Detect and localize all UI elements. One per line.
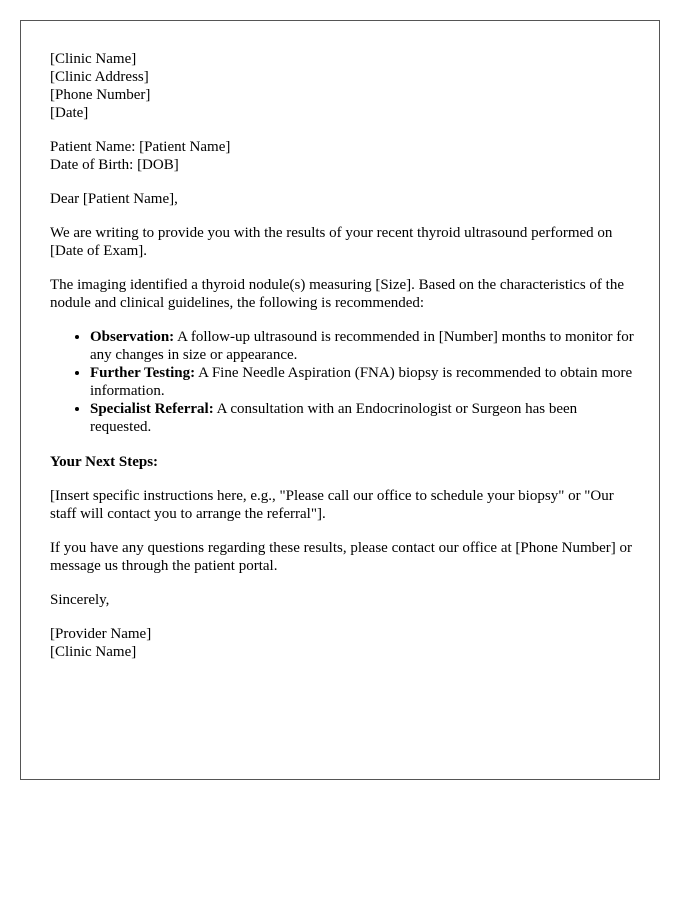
recommendation-label: Specialist Referral: bbox=[90, 401, 214, 417]
contact-paragraph: If you have any questions regarding these results, please contact our office at [Phone Number] or message us through the patient portal. bbox=[50, 540, 633, 574]
recommendation-text: A consultation with an Endocrinologist or Surgeon has been requested. bbox=[90, 401, 578, 435]
clinic-name: [Clinic Name] bbox=[50, 51, 137, 67]
recommendation-text: A follow-up ultrasound is recommended in [Number] months to monitor for any changes in size or appearance. bbox=[90, 329, 634, 363]
clinic-address: [Clinic Address] bbox=[50, 69, 149, 85]
letter-content bbox=[50, 50, 635, 661]
list-item bbox=[90, 400, 635, 436]
letter-date: [Date] bbox=[50, 105, 89, 121]
patient-info bbox=[50, 138, 635, 174]
signature-clinic-name: [Clinic Name] bbox=[50, 644, 137, 660]
list-item bbox=[90, 364, 635, 400]
greeting: Dear [Patient Name], bbox=[50, 191, 178, 207]
patient-dob: Date of Birth: [DOB] bbox=[50, 157, 179, 173]
next-steps-text: [Insert specific instructions here, e.g., "Please call our office to schedule your biopsy" or "Our staff will contact you to arrange the referral"]. bbox=[50, 488, 614, 522]
list-item bbox=[90, 328, 635, 364]
patient-name: Patient Name: [Patient Name] bbox=[50, 139, 231, 155]
signature bbox=[50, 625, 635, 661]
recommendations-list bbox=[50, 328, 635, 436]
intro-paragraph: We are writing to provide you with the results of your recent thyroid ultrasound performed on [Date of Exam]. bbox=[50, 225, 613, 259]
provider-name: [Provider Name] bbox=[50, 626, 152, 642]
recommendation-label: Observation: bbox=[90, 329, 175, 345]
closing: Sincerely, bbox=[50, 592, 110, 608]
letter-page bbox=[20, 20, 660, 780]
findings-paragraph: The imaging identified a thyroid nodule(s) measuring [Size]. Based on the characteristics of the nodule and clinical guidelines, the following is recommended: bbox=[50, 277, 624, 311]
next-steps-heading: Your Next Steps: bbox=[50, 454, 159, 470]
clinic-phone: [Phone Number] bbox=[50, 87, 151, 103]
recommendation-text: A Fine Needle Aspiration (FNA) biopsy is recommended to obtain more information. bbox=[90, 365, 633, 399]
recommendation-label: Further Testing: bbox=[90, 365, 196, 381]
clinic-header bbox=[50, 50, 635, 122]
